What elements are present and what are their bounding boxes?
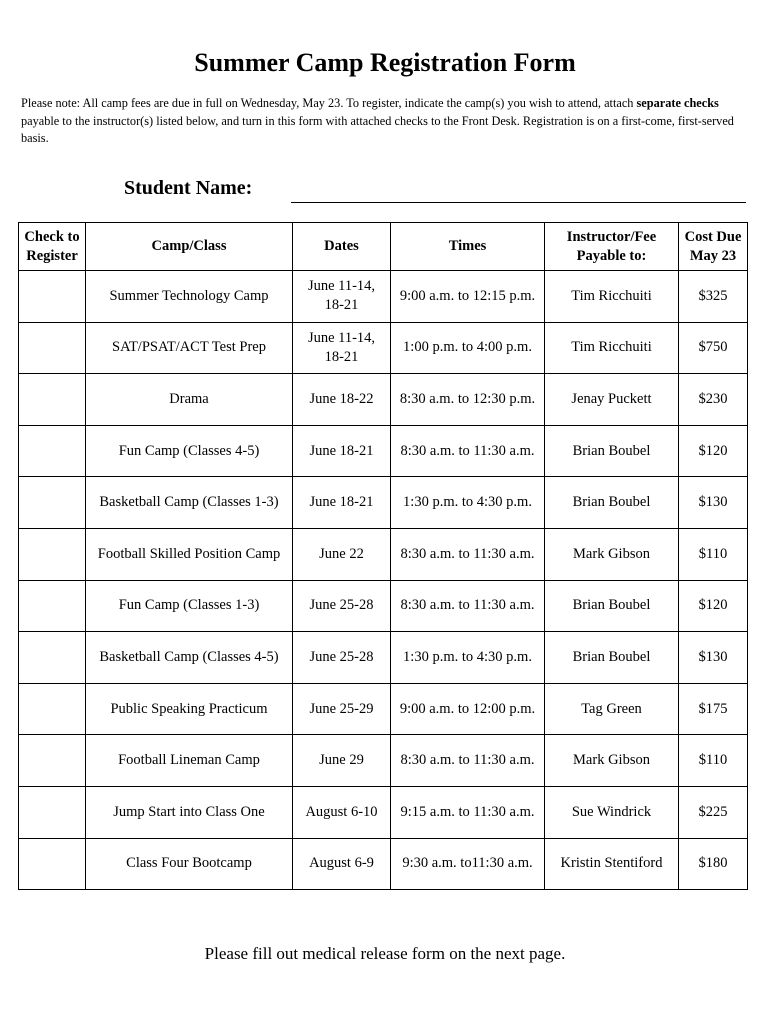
cost-cell: $110 bbox=[679, 528, 748, 580]
dates-cell bbox=[293, 374, 391, 426]
dates-line1: August 6-10 bbox=[305, 803, 378, 820]
camp-class-cell: Jump Start into Class One bbox=[86, 786, 293, 838]
header-check-line1: Check to bbox=[24, 228, 80, 245]
instructor-cell: Tag Green bbox=[545, 683, 679, 735]
instructor-cell: Sue Windrick bbox=[545, 786, 679, 838]
check-to-register-cell[interactable] bbox=[19, 322, 86, 374]
dates-line1: June 18-21 bbox=[309, 494, 374, 511]
dates-cell bbox=[293, 477, 391, 529]
dates-line1: June 25-28 bbox=[309, 648, 374, 665]
check-to-register-cell[interactable] bbox=[19, 786, 86, 838]
cost-cell: $130 bbox=[679, 477, 748, 529]
instructor-cell: Tim Ricchuiti bbox=[545, 322, 679, 374]
times-cell: 8:30 a.m. to 11:30 a.m. bbox=[391, 425, 545, 477]
camp-class-cell: Summer Technology Camp bbox=[86, 271, 293, 323]
footer-note: Please fill out medical release form on the next page. bbox=[204, 944, 566, 963]
check-to-register-cell[interactable] bbox=[19, 632, 86, 684]
check-to-register-cell[interactable] bbox=[19, 580, 86, 632]
camp-class-cell: SAT/PSAT/ACT Test Prep bbox=[86, 322, 293, 374]
camp-class-cell: Class Four Bootcamp bbox=[86, 838, 293, 890]
note-bold-text: separate checks bbox=[636, 96, 719, 110]
dates-line1: June 25-29 bbox=[309, 700, 374, 717]
instructor-cell: Kristin Stentiford bbox=[545, 838, 679, 890]
camp-class-cell: Drama bbox=[86, 374, 293, 426]
header-instructor-line1: Instructor/Fee bbox=[566, 228, 657, 245]
header-cost-line1: Cost Due bbox=[684, 228, 742, 245]
dates-line1: August 6-9 bbox=[309, 855, 374, 872]
page-title: Summer Camp Registration Form bbox=[194, 48, 576, 77]
cost-cell: $180 bbox=[679, 838, 748, 890]
times-cell: 8:30 a.m. to 11:30 a.m. bbox=[391, 735, 545, 787]
dates-line1: June 29 bbox=[319, 752, 364, 769]
instructor-cell: Brian Boubel bbox=[545, 632, 679, 684]
table-row bbox=[19, 632, 748, 684]
times-cell: 9:00 a.m. to 12:00 p.m. bbox=[391, 683, 545, 735]
header-instructor bbox=[545, 223, 679, 271]
instructor-cell: Mark Gibson bbox=[545, 528, 679, 580]
dates-cell bbox=[293, 322, 391, 374]
table-row bbox=[19, 374, 748, 426]
cost-cell: $175 bbox=[679, 683, 748, 735]
table-row bbox=[19, 528, 748, 580]
dates-cell bbox=[293, 580, 391, 632]
times-cell: 9:30 a.m. to11:30 a.m. bbox=[391, 838, 545, 890]
dates-line1: June 18-21 bbox=[309, 442, 374, 459]
dates-cell bbox=[293, 838, 391, 890]
check-to-register-cell[interactable] bbox=[19, 374, 86, 426]
times-cell: 1:30 p.m. to 4:30 p.m. bbox=[391, 477, 545, 529]
camp-class-cell: Basketball Camp (Classes 4-5) bbox=[86, 632, 293, 684]
times-cell: 9:00 a.m. to 12:15 p.m. bbox=[391, 271, 545, 323]
camp-table bbox=[18, 222, 748, 890]
dates-line1: June 25-28 bbox=[309, 597, 374, 614]
note-text-start: Please note: All camp fees are due in full on Wednesday, May 23. To register, indicate the camp(s) you wish to attend, attach bbox=[21, 96, 637, 110]
dates-cell bbox=[293, 786, 391, 838]
registration-note bbox=[21, 95, 751, 148]
times-cell: 8:30 a.m. to 11:30 a.m. bbox=[391, 528, 545, 580]
check-to-register-cell[interactable] bbox=[19, 477, 86, 529]
dates-line1: June 22 bbox=[319, 545, 364, 562]
instructor-cell: Brian Boubel bbox=[545, 425, 679, 477]
camp-class-cell: Basketball Camp (Classes 1-3) bbox=[86, 477, 293, 529]
camp-class-cell: Fun Camp (Classes 1-3) bbox=[86, 580, 293, 632]
header-dates: Dates bbox=[293, 223, 391, 271]
dates-cell bbox=[293, 528, 391, 580]
cost-cell: $225 bbox=[679, 786, 748, 838]
check-to-register-cell[interactable] bbox=[19, 838, 86, 890]
header-cost-line2: May 23 bbox=[689, 247, 737, 264]
table-row bbox=[19, 477, 748, 529]
times-cell: 8:30 a.m. to 11:30 a.m. bbox=[391, 580, 545, 632]
check-to-register-cell[interactable] bbox=[19, 425, 86, 477]
dates-cell bbox=[293, 632, 391, 684]
times-cell: 8:30 a.m. to 12:30 p.m. bbox=[391, 374, 545, 426]
table-row bbox=[19, 271, 748, 323]
header-camp-class: Camp/Class bbox=[86, 223, 293, 271]
instructor-cell: Tim Ricchuiti bbox=[545, 271, 679, 323]
times-cell: 9:15 a.m. to 11:30 a.m. bbox=[391, 786, 545, 838]
table-row bbox=[19, 683, 748, 735]
cost-cell: $750 bbox=[679, 322, 748, 374]
check-to-register-cell[interactable] bbox=[19, 528, 86, 580]
instructor-cell: Brian Boubel bbox=[545, 580, 679, 632]
dates-cell bbox=[293, 271, 391, 323]
instructor-cell: Mark Gibson bbox=[545, 735, 679, 787]
dates-line1: June 11-14, bbox=[307, 329, 376, 346]
table-header-row bbox=[19, 223, 748, 271]
cost-cell: $325 bbox=[679, 271, 748, 323]
camp-class-cell: Public Speaking Practicum bbox=[86, 683, 293, 735]
cost-cell: $110 bbox=[679, 735, 748, 787]
header-check-to-register bbox=[19, 223, 86, 271]
check-to-register-cell[interactable] bbox=[19, 271, 86, 323]
dates-cell bbox=[293, 683, 391, 735]
header-times: Times bbox=[391, 223, 545, 271]
camp-class-cell: Football Lineman Camp bbox=[86, 735, 293, 787]
times-cell: 1:30 p.m. to 4:30 p.m. bbox=[391, 632, 545, 684]
instructor-cell: Jenay Puckett bbox=[545, 374, 679, 426]
dates-line1: June 11-14, bbox=[307, 278, 376, 295]
cost-cell: $230 bbox=[679, 374, 748, 426]
check-to-register-cell[interactable] bbox=[19, 735, 86, 787]
cost-cell: $130 bbox=[679, 632, 748, 684]
table-row bbox=[19, 580, 748, 632]
dates-cell bbox=[293, 425, 391, 477]
header-instructor-line2: Payable to: bbox=[576, 247, 647, 264]
dates-line2: 18-21 bbox=[324, 297, 359, 314]
times-cell: 1:00 p.m. to 4:00 p.m. bbox=[391, 322, 545, 374]
student-name-field[interactable] bbox=[291, 202, 746, 203]
dates-line1: June 18-22 bbox=[309, 390, 374, 407]
header-check-line2: Register bbox=[26, 247, 78, 264]
note-text-end: payable to the instructor(s) listed below, and turn in this form with attached checks to the Front Desk. Registration is on a first-come, first-served basis. bbox=[21, 113, 734, 145]
table-row bbox=[19, 786, 748, 838]
camp-class-cell: Fun Camp (Classes 4-5) bbox=[86, 425, 293, 477]
instructor-cell: Brian Boubel bbox=[545, 477, 679, 529]
table-row bbox=[19, 838, 748, 890]
cost-cell: $120 bbox=[679, 580, 748, 632]
table-row bbox=[19, 735, 748, 787]
header-cost-due bbox=[679, 223, 748, 271]
student-name-label: Student Name: bbox=[124, 177, 253, 199]
camp-class-cell: Football Skilled Position Camp bbox=[86, 528, 293, 580]
dates-line2: 18-21 bbox=[324, 348, 359, 365]
dates-cell bbox=[293, 735, 391, 787]
cost-cell: $120 bbox=[679, 425, 748, 477]
table-row bbox=[19, 322, 748, 374]
table-row bbox=[19, 425, 748, 477]
check-to-register-cell[interactable] bbox=[19, 683, 86, 735]
